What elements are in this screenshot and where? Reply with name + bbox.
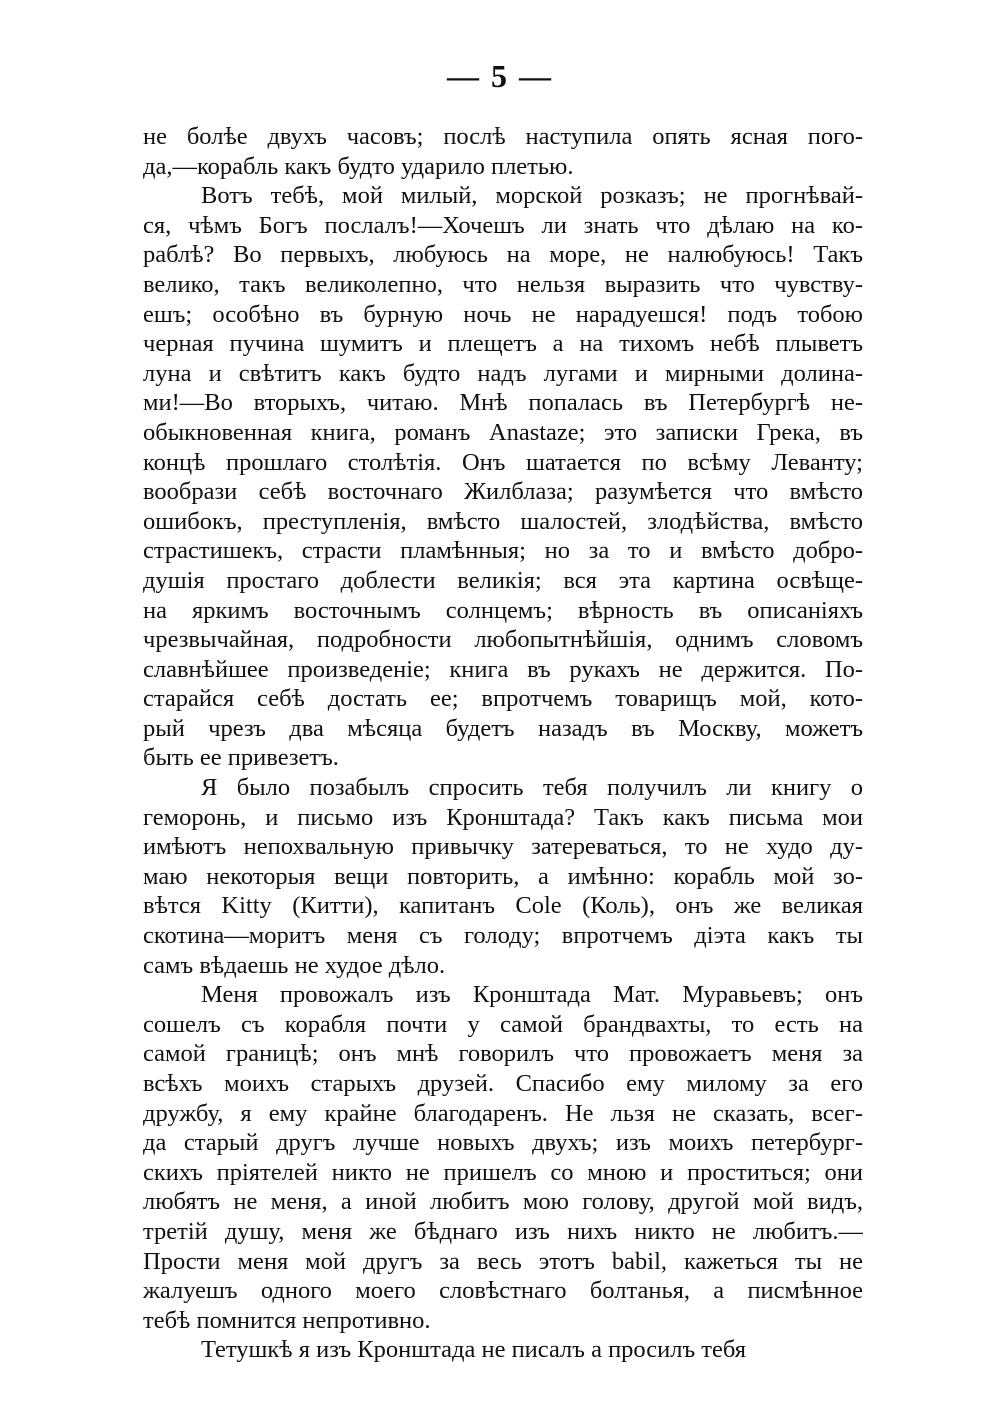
text-line: тебѣ помнится непротивно. (143, 1306, 431, 1334)
text-line: да старый другъ лучше новыхъ двухъ; изъ моихъ петербург- (143, 1129, 863, 1157)
text-line: быть ее привезетъ. (143, 744, 339, 772)
text-line: дружбу, я ему крайне благодаренъ. Не льзя не сказать, всег- (143, 1099, 863, 1127)
text-line: да,—корабль какъ будто ударило плетью. (143, 152, 574, 180)
text-line: славнѣйшее произведеніе; книга въ рукахъ не держится. По- (143, 655, 863, 683)
text-line: ми!—Во вторыхъ, читаю. Мнѣ попалась въ Петербургѣ не- (143, 389, 863, 417)
text-line: не болѣе двухъ часовъ; послѣ наступила опять ясная пого- (143, 123, 863, 150)
text-line: черная пучина шумитъ и плещетъ а на тихомъ небѣ плыветъ (143, 330, 863, 358)
text-line: рый чрезъ два мѣсяца будетъ назадъ въ Москву, можетъ (143, 714, 863, 742)
text-line: вообрази себѣ восточнаго Жилблаза; разумѣется что вмѣсто (143, 478, 863, 506)
text-line: луна и свѣтитъ какъ будто надъ лугами и мирными долина- (143, 359, 863, 387)
text-line: скотина—моритъ меня съ голоду; впротчемъ діэта какъ ты (143, 922, 863, 950)
paragraph (143, 181, 863, 773)
text-line: Прости меня мой другъ за весь этотъ babil, кажеться ты не (143, 1247, 863, 1275)
text-line: всѣхъ моихъ старыхъ друзей. Спасибо ему милому за его (143, 1070, 863, 1097)
text-line: Тетушкѣ я изъ Кронштада не писалъ а просилъ тебя (201, 1336, 747, 1364)
paragraph (143, 1335, 863, 1365)
page-number: — 5 — (447, 58, 553, 94)
text-line: старайся себѣ достать ее; впротчемъ товарищъ мой, кото- (143, 685, 863, 713)
text-line: душія простаго доблести великія; вся эта картина освѣще- (143, 566, 863, 594)
text-line: самъ вѣдаешь не худое дѣло. (143, 951, 446, 979)
text-line: жалуешъ одного моего словѣстнаго болтанья, а писмѣнное (143, 1277, 863, 1305)
paragraph (143, 773, 863, 980)
text-line: Вотъ тебѣ, мой милый, морской розказъ; не прогнѣвай- (201, 182, 863, 210)
text-line: чрезвычайная, подробности любопытнѣйшія, однимъ словомъ (143, 626, 863, 654)
body-text (143, 122, 863, 1365)
paragraph (143, 122, 863, 181)
text-line: обыкновенная книга, романъ Anastaze; это записки Грека, въ (143, 418, 863, 446)
text-line: скихъ пріятелей никто не пришелъ со мною и проститься; они (143, 1158, 863, 1186)
text-line: имѣютъ непохвальную привычку затереваться, то не худо ду- (143, 833, 863, 861)
text-line: страстишекъ, страсти пламѣнныя; но за то и вмѣсто добро- (143, 537, 863, 565)
text-line: третій душу, меня же бѣднаго изъ нихъ никто не любитъ.— (143, 1217, 863, 1245)
text-line: Я было позабылъ спросить тебя получилъ ли книгу о (201, 774, 863, 802)
text-line: любятъ не меня, а иной любитъ мою голову, другой мой видъ, (143, 1188, 863, 1216)
text-line: геморонь, и письмо изъ Кронштада? Такъ какъ письма мои (143, 803, 863, 831)
text-line: концѣ прошлаго столѣтія. Онъ шатается по всѣму Леванту; (143, 448, 863, 476)
text-line: ошибокъ, преступленія, вмѣсто шалостей, злодѣйства, вмѣсто (143, 507, 863, 535)
text-line: Меня провожалъ изъ Кронштада Мат. Муравьевъ; онъ (201, 981, 863, 1009)
text-line: вѣтся Kitty (Китти), капитанъ Cole (Коль), онъ же великая (143, 892, 863, 920)
text-line: велико, такъ великолепно, что нельзя выразить что чувству- (143, 270, 863, 298)
text-line: ся, чѣмъ Богъ послалъ!—Хочешъ ли знать что дѣлаю на ко- (143, 211, 863, 239)
text-line: раблѣ? Во первыхъ, любуюсь на море, не налюбуюсь! Такъ (143, 241, 863, 269)
paragraph (143, 980, 863, 1335)
text-line: самой границѣ; онъ мнѣ говорилъ что провожаетъ меня за (143, 1040, 863, 1068)
text-line: ешъ; особѣно въ бурную ночь не нарадуешся! подъ тобою (143, 300, 863, 328)
text-line: маю некоторыя вещи повторить, а имѣнно: корабль мой зо- (143, 862, 863, 890)
text-line: на яркимъ восточнымъ солнцемъ; вѣрность въ описаніяхъ (143, 596, 863, 624)
text-line: сошелъ съ корабля почти у самой брандвахты, то есть на (143, 1010, 863, 1038)
